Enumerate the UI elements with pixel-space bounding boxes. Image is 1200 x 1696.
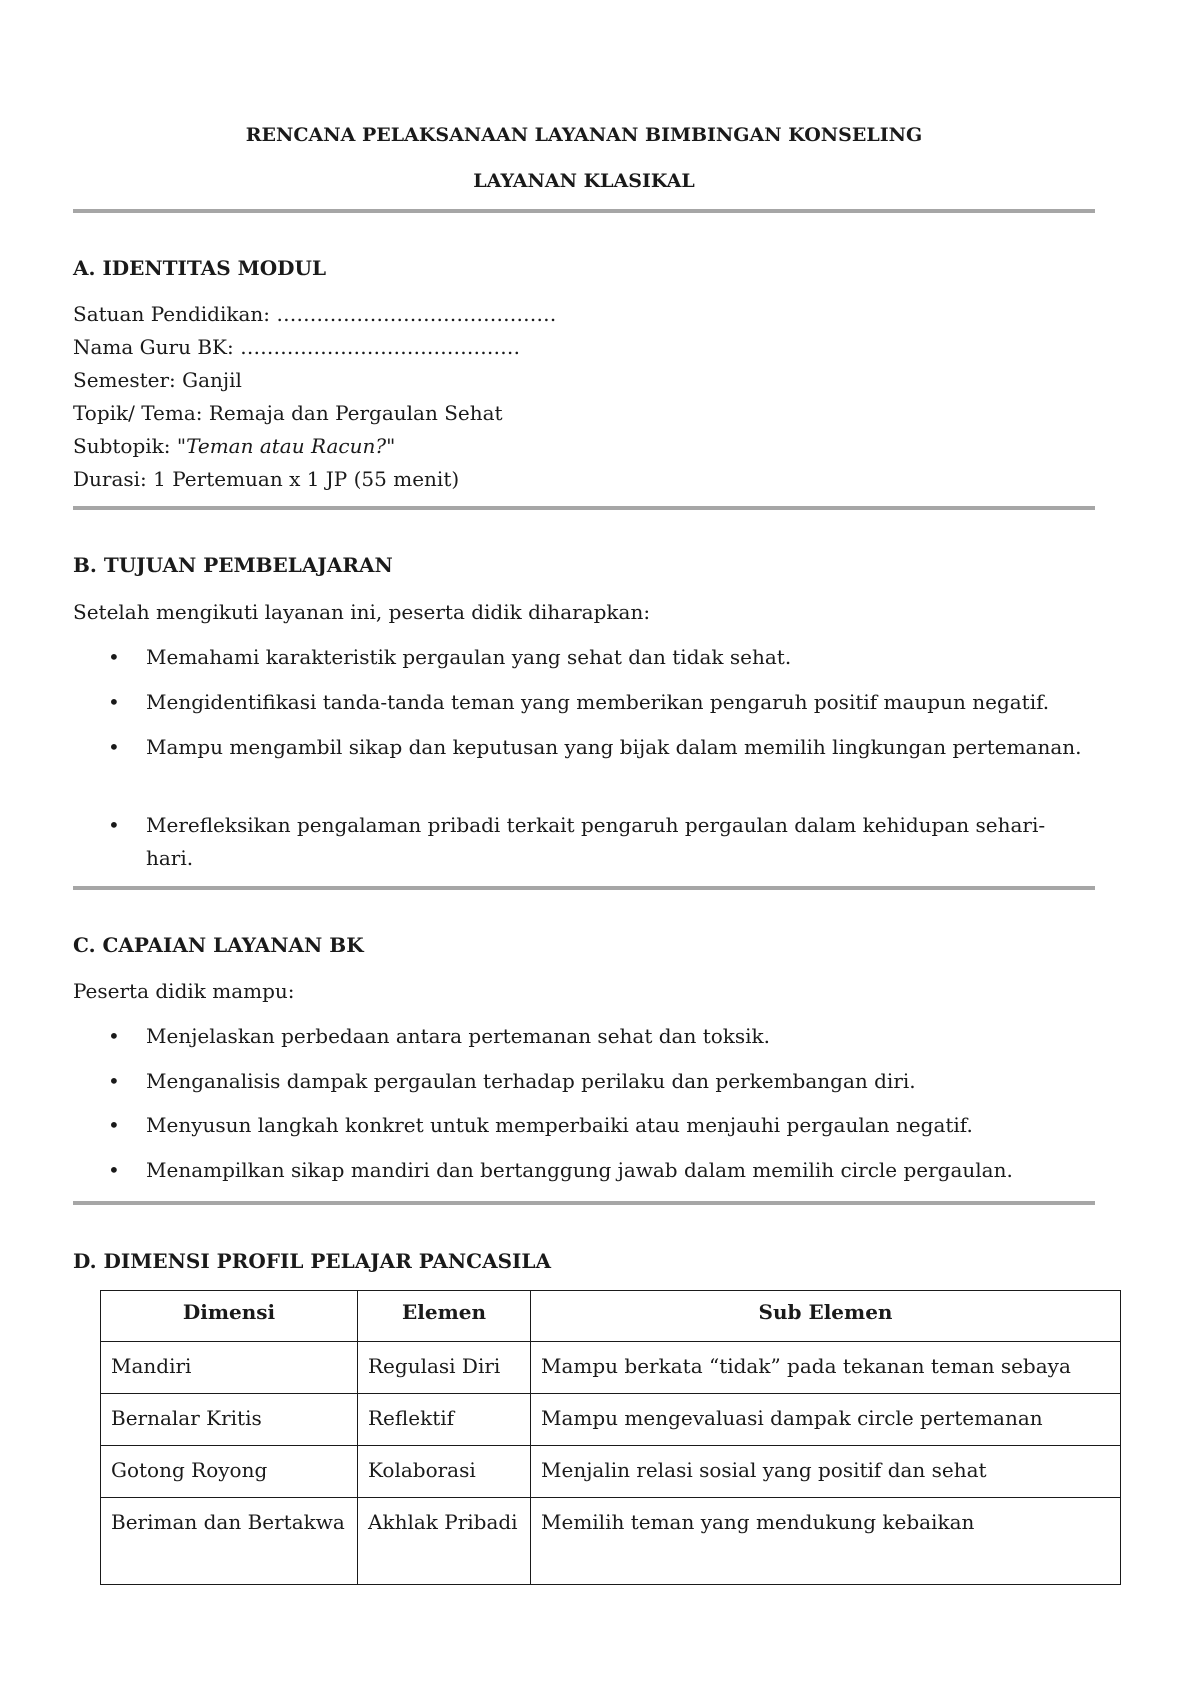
table-cell: Beriman dan Bertakwa bbox=[101, 1498, 358, 1585]
divider bbox=[73, 886, 1095, 890]
table-cell: Akhlak Pribadi bbox=[358, 1498, 531, 1585]
table-header-row bbox=[101, 1291, 1121, 1342]
table-cell: Reflektif bbox=[358, 1394, 531, 1446]
document-page: RENCANA PELAKSANAAN LAYANAN BIMBINGAN KONSELING LAYANAN KLASIKAL A. IDENTITAS MODUL Satuan Pendidikan: …………………………………… Nama Guru BK: …………………………………… Semester: Ganjil Topik/ Tema: Remaja dan Pergaulan Sehat Subtopik: "Teman atau Racun?" Durasi: 1 Pertemuan x 1 JP (55 menit) B. TUJUAN PEMBELAJARAN Setelah mengikuti layanan ini, peserta didik diharapkan: • Memahami karakteristik pergaulan yang sehat dan tidak sehat. • Mengidentifikasi tanda-tanda teman yang memberikan pengaruh positif maupun negatif. • Mampu mengambil sikap dan keputusan yang bijak dalam memilih lingkungan pertemanan. • Merefleksikan pengalaman pribadi terkait pengaruh pergaulan dalam kehidupan sehari-hari. C. CAPAIAN LAYANAN BK Peserta didik mampu: • Menjelaskan perbedaan antara pertemanan sehat dan toksik. • Menganalisis dampak pergaulan terhadap perilaku dan perkembangan diri. • Menyusun langkah konkret untuk memperbaiki atau menjauhi pergaulan negatif. • Menampilkan sikap mandiri dan bertanggung jawab dalam memilih circle pergaulan. D. DIMENSI PROFIL PELAJAR PANCASILA Dimensi Elemen Sub Elemen Mandiri Regulasi Diri Mampu berkata “tidak” pada tekanan teman sebaya Bernalar Kritis Reflektif Mampu mengevaluasi dampak circle pertemanan Gotong Royong Kolaborasi Menjalin relasi sosial yang positif dan sehat Beriman dan Bertakwa Akhlak Pribadi Memilih teman yang mendukung kebaikan bbox=[0, 0, 1200, 1696]
table-cell: Mandiri bbox=[101, 1342, 358, 1394]
section-d-heading: D. DIMENSI PROFIL PELAJAR PANCASILA bbox=[73, 1249, 551, 1273]
column-header-sub-elemen: Sub Elemen bbox=[531, 1291, 1121, 1342]
capaian-intro: Peserta didik mampu: bbox=[73, 979, 295, 1003]
divider bbox=[73, 506, 1095, 510]
document-subtitle: LAYANAN KLASIKAL bbox=[473, 170, 695, 192]
dimensi-table bbox=[100, 1290, 1121, 1585]
durasi-line: Durasi: 1 Pertemuan x 1 JP (55 menit) bbox=[73, 467, 460, 491]
subtopik-value: "Teman atau Racun?" bbox=[176, 434, 396, 458]
table-cell: Mampu mengevaluasi dampak circle pertemanan bbox=[531, 1394, 1121, 1446]
section-c-heading: C. CAPAIAN LAYANAN BK bbox=[73, 933, 364, 957]
column-header-elemen: Elemen bbox=[358, 1291, 531, 1342]
table-cell: Bernalar Kritis bbox=[101, 1394, 358, 1446]
table-cell: Regulasi Diri bbox=[358, 1342, 531, 1394]
table-cell: Mampu berkata “tidak” pada tekanan teman sebaya bbox=[531, 1342, 1121, 1394]
satuan-value: …………………………………… bbox=[276, 302, 557, 326]
subtopik-line bbox=[73, 434, 395, 458]
satuan-pendidikan-line bbox=[73, 302, 556, 326]
subtopik-label: Subtopik: bbox=[73, 434, 171, 458]
satuan-label: Satuan Pendidikan: bbox=[73, 302, 271, 326]
table-row bbox=[101, 1342, 1121, 1394]
semester-line: Semester: Ganjil bbox=[73, 368, 242, 392]
topik-line: Topik/ Tema: Remaja dan Pergaulan Sehat bbox=[73, 401, 503, 425]
guru-label: Nama Guru BK: bbox=[73, 335, 234, 359]
guru-value: …………………………………… bbox=[240, 335, 521, 359]
divider bbox=[73, 1201, 1095, 1205]
table-cell: Kolaborasi bbox=[358, 1446, 531, 1498]
section-b-heading: B. TUJUAN PEMBELAJARAN bbox=[73, 553, 393, 577]
table-cell: Memilih teman yang mendukung kebaikan bbox=[531, 1498, 1121, 1585]
table-row bbox=[101, 1498, 1121, 1585]
document-title: RENCANA PELAKSANAAN LAYANAN BIMBINGAN KONSELING bbox=[245, 124, 923, 146]
table-cell: Menjalin relasi sosial yang positif dan sehat bbox=[531, 1446, 1121, 1498]
table-cell: Gotong Royong bbox=[101, 1446, 358, 1498]
column-header-dimensi: Dimensi bbox=[101, 1291, 358, 1342]
table-row bbox=[101, 1394, 1121, 1446]
tujuan-intro: Setelah mengikuti layanan ini, peserta didik diharapkan: bbox=[73, 600, 651, 624]
table-row bbox=[101, 1446, 1121, 1498]
nama-guru-line bbox=[73, 335, 520, 359]
divider bbox=[73, 209, 1095, 213]
section-a-heading: A. IDENTITAS MODUL bbox=[73, 256, 327, 280]
